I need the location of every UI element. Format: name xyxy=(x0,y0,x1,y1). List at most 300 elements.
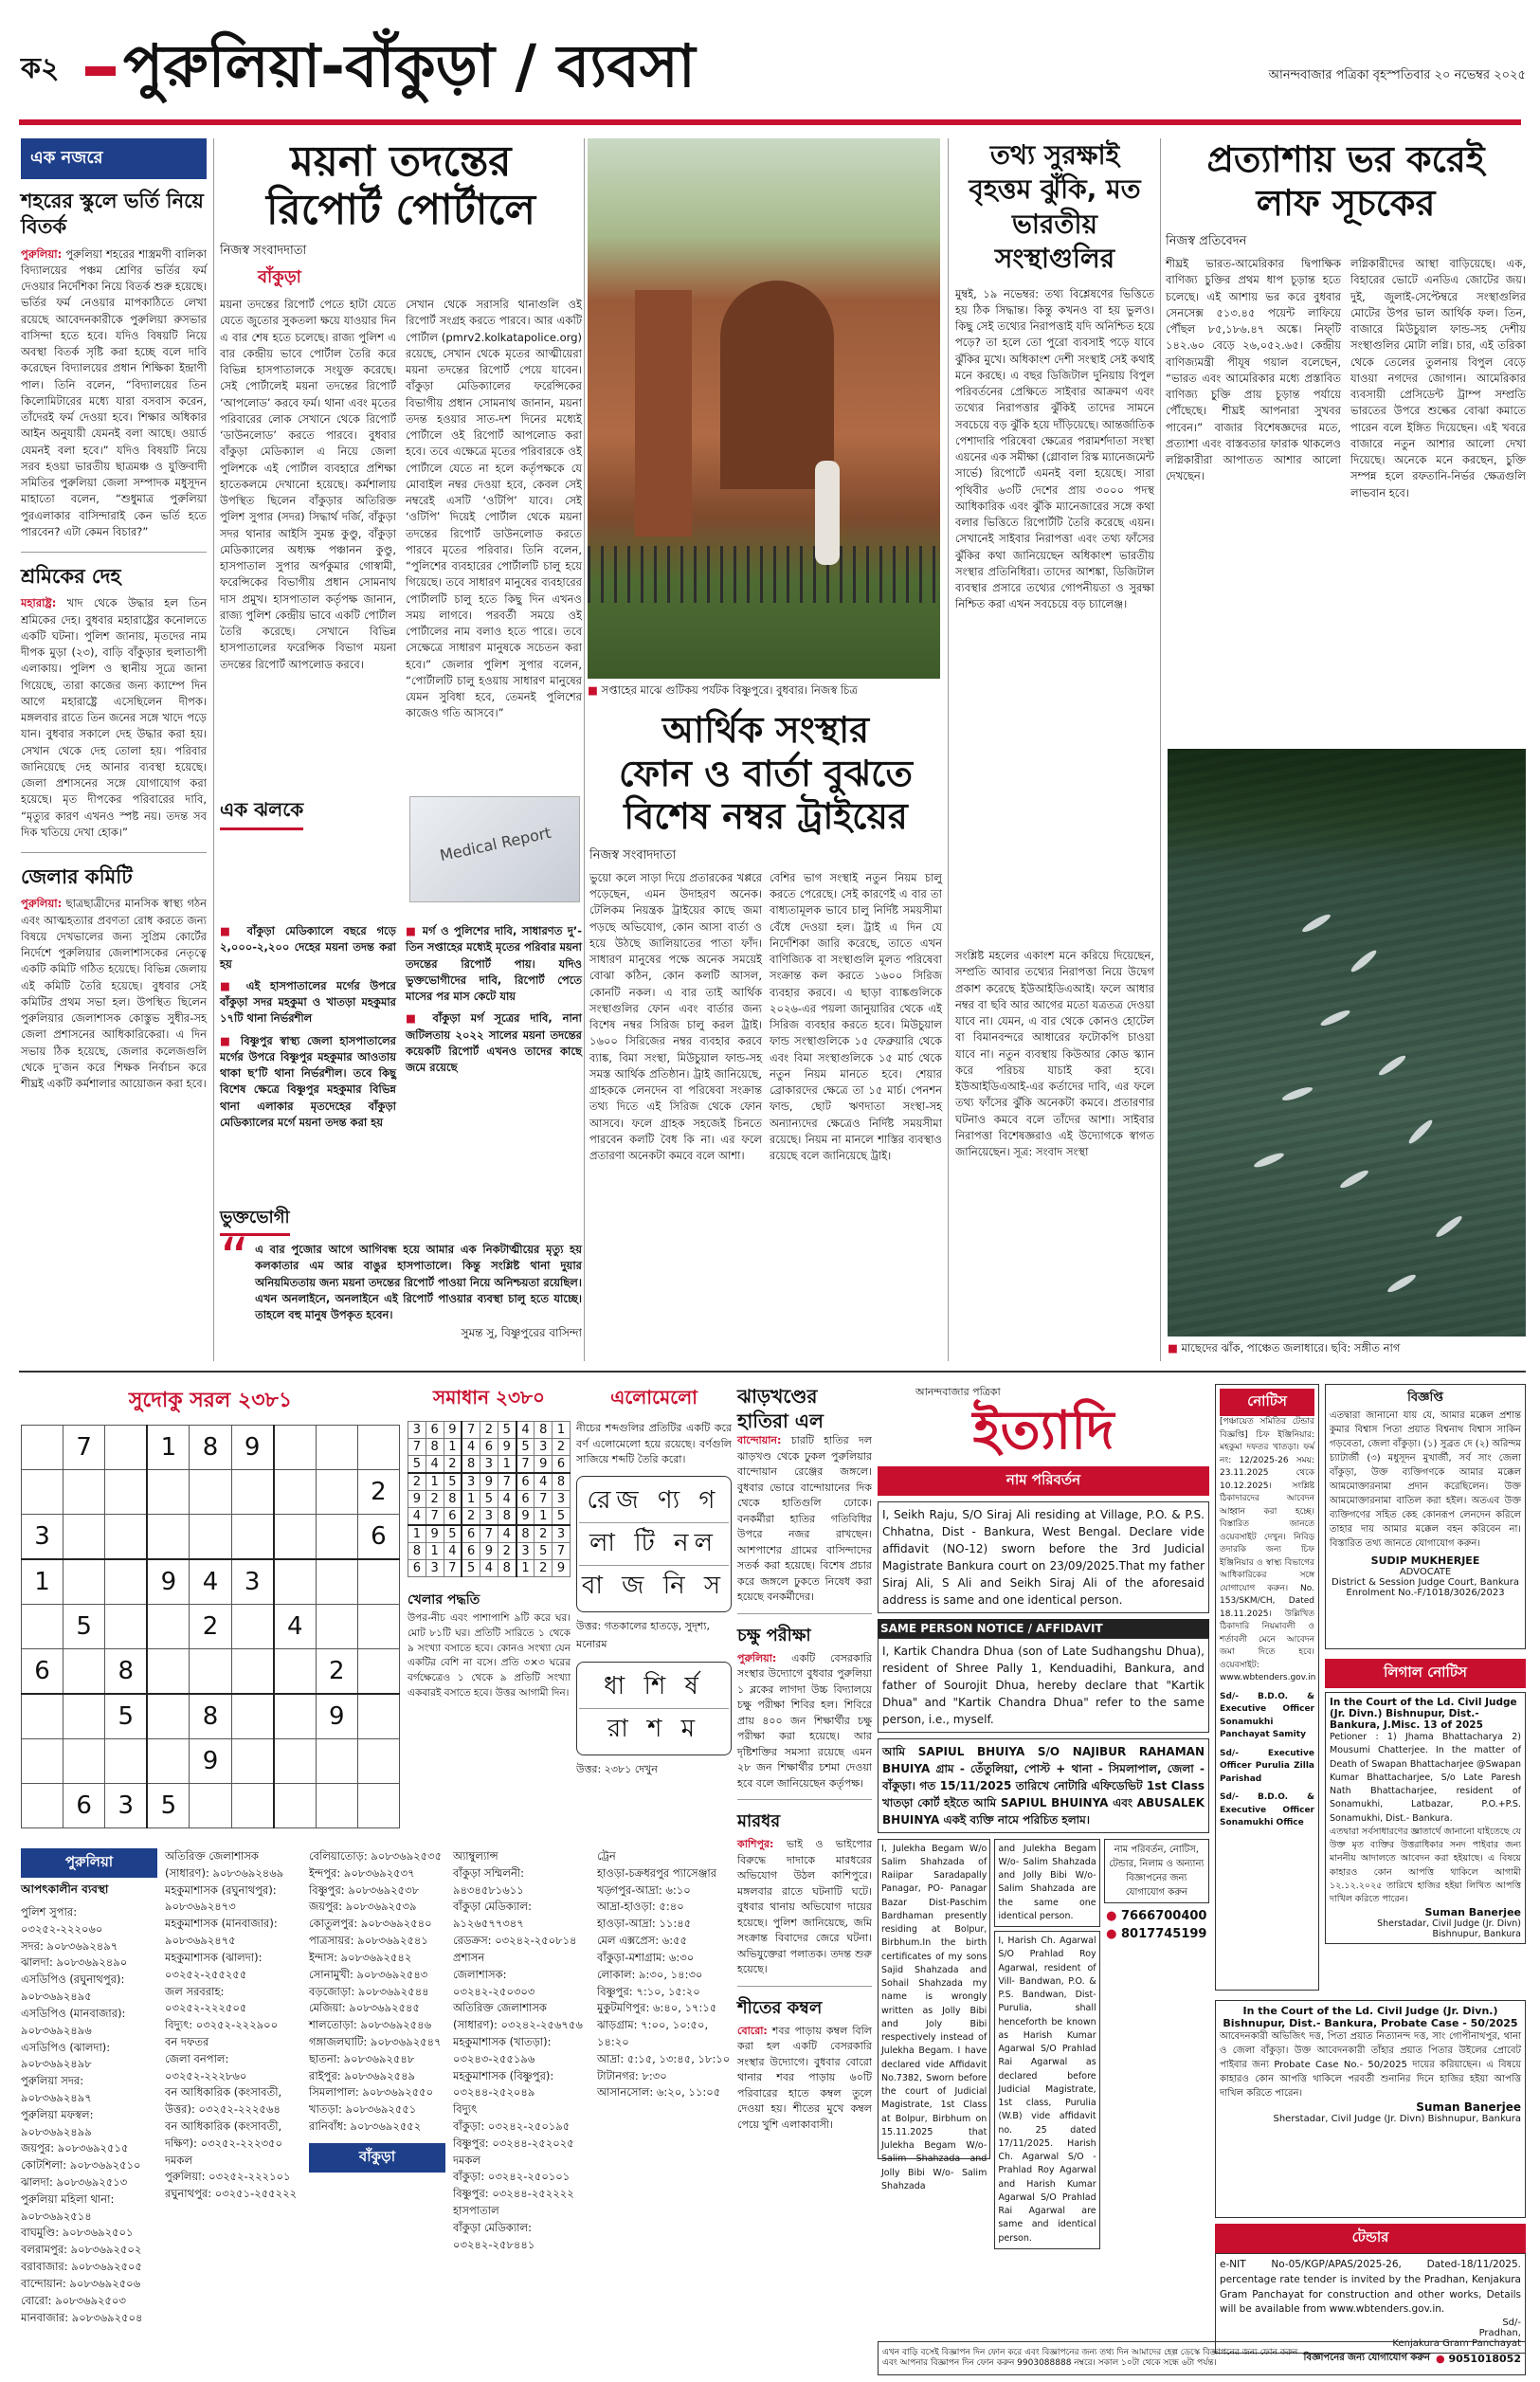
photo2-caption xyxy=(1168,1340,1526,1358)
directory-block xyxy=(21,1848,734,2370)
jharkhand-body: বান্দোয়ান: চারটি হাতির দল ঝাড়খণ্ড থেকে ঢুকল পুরুলিয়ার বান্দোয়ান রেঞ্জের জঙ্গলে। বুধবার ভোরে বান্দোয়ানের দিক থেকে হাতিগুলি ঢোকে। বনকর্মীরা হাতির গতিবিধির উপরে নজর রাখছেন। আশপাশের গ্রামের বাসিন্দাদের সতর্ক করা হয়েছে। বিশেষ প্রচার করে জঙ্গলে ঢুকতে নিষেধ করা হয়েছে বনকর্মীদের। xyxy=(737,1434,872,1603)
directory-entry: খাতড়া: ৯০৮৩৬৯২৫৫১ xyxy=(309,2102,417,2117)
solution-cell: 7 xyxy=(516,1456,534,1474)
sudoku-cell[interactable] xyxy=(316,1605,357,1649)
fish-shape xyxy=(1349,948,1378,974)
fish-shape xyxy=(1300,912,1332,935)
mardhor-title: মারধর xyxy=(737,1811,781,1831)
story-committee-text: ছাত্রছাত্রীদের মানসিক স্বাস্থ্য গঠন এবং আত্মহত্যার প্রবণতা রোধ করতে জন্য বিষয়ে দেখভালের জন্য সুপ্রিম কোর্টের নির্দেশে পুরুলিয়ার জেলাশাসকের নেতৃত্বে একটি কমিটি গঠিত হয়েছে। বিভিন্ন জেলায় এই কমিটি তৈরি হয়েছে। বুধবার সেই কমিটির প্রথম সভা হল। উপস্থিত ছিলেন পুরুলিয়ার জেলাশাসক কোস্তুভ সুধীর-সহ জেলা প্রশাসনের আধিকারিকেরা। এ দিন সভায় ঠিক হয়েছে, জেলার কলেজগুলি থেকে দু’জন করে শিক্ষক নির্বাচন করে শীঘ্রই একটি কর্মশালার আয়োজন করা হবে। xyxy=(21,897,207,1091)
sudoku-row xyxy=(22,1605,400,1649)
directory-entry: জয়পুর: ৯০৮৩৬৯২৫১৫ xyxy=(21,2141,129,2155)
bullet-icon: ■ xyxy=(220,924,247,937)
page-number: ক২ xyxy=(21,52,60,85)
sudoku-cell[interactable]: 2 xyxy=(190,1605,231,1649)
elomelo-answers: হাতড়ে, সুদৃশ্য, মনোরম xyxy=(576,1619,710,1650)
sudoku-cell[interactable] xyxy=(105,1605,148,1649)
sudoku-cell[interactable]: 8 xyxy=(190,1426,231,1470)
sudoku-cell[interactable] xyxy=(231,1694,274,1739)
bullet-icon: ■ xyxy=(406,924,423,937)
sudoku-cell[interactable] xyxy=(316,1470,357,1515)
scramble-word: লা টি নল xyxy=(579,1523,729,1566)
scramble-word: রেজ ণ্য গ xyxy=(579,1481,729,1523)
col-divider xyxy=(584,138,585,1361)
sudoku-cell[interactable] xyxy=(190,1784,231,1828)
fish-shape xyxy=(1406,1118,1435,1146)
sudoku-cell[interactable]: 3 xyxy=(105,1784,148,1828)
notice-sig2: Sd/- Executive Officer Purulia Zilla Parishad xyxy=(1220,1748,1314,1784)
ek-nojore-column xyxy=(21,138,207,1363)
sudoku-row xyxy=(22,1426,400,1470)
sudoku-cell[interactable]: 1 xyxy=(147,1426,190,1470)
sudoku-cell[interactable] xyxy=(231,1649,274,1695)
sudoku-cell[interactable] xyxy=(22,1426,63,1470)
directory-entry: সিমলাপাল: ৯০৮৩৬৯২৫৫০ xyxy=(309,2085,434,2100)
sudoku-cell[interactable] xyxy=(357,1649,399,1695)
ad-julekha-cont: and Julekha Begam W/o- Salim Shahzada and Jolly Bibi W/o- Salim Shahzada are the same one identical person. xyxy=(994,1839,1099,1928)
directory-entry: সদর: ৯০৮৩৬৯২৪৯৭ xyxy=(21,1938,118,1953)
footer-phone[interactable]: ● 9051018052 xyxy=(1436,2352,1521,2365)
caption-arrow-icon: ■ xyxy=(1168,1341,1178,1355)
solution-cell: 1 xyxy=(444,1439,462,1456)
scramble-word: ধা শি র্ষ xyxy=(579,1666,729,1709)
directory-entry: মহকুমাশাসক (বিষ্ণুপুর): ০৩২৪৪-২৫২০৪৯ xyxy=(453,2068,554,2100)
solution-cell: 9 xyxy=(480,1473,498,1491)
sudoku-cell[interactable] xyxy=(22,1470,63,1515)
contact-phone-1[interactable]: ● 7666700400 xyxy=(1106,1908,1207,1923)
masthead-red-rule xyxy=(85,66,116,76)
sudoku-cell[interactable] xyxy=(147,1515,190,1560)
rules-title: খেলার পদ্ধতি xyxy=(408,1592,480,1608)
notice-text: [পঞ্চায়েত সমিতির টেন্ডার বিজ্ঞপ্তি] চিফ ইঞ্জিনিয়ার: মহকুমা দফতর খাতড়া। ফর্ম নং: 12/2025-26 সময়: 23.11.2025 থেকে 10.12.2025। সংশ্লিষ্ট ঠিকাদারদের আবেদন আহ্বান করা হচ্ছে। বিস্তারিত জানতে ওয়েবসাইট দেখুন। নিবিড় তদারকি জন্য চিফ ইঞ্জিনিয়ার ও স্বাস্থ্য বিভাগের আধিকারিকের সঙ্গে যোগাযোগ করুন। No. 153/SKM/CH, Dated 18.11.2025। উল্লিখিত ঠিকাদারি নিয়মাবলী ও শর্তাবলী মেনে আবেদন জমা দিতে হবে। ওয়েবসাইট: www.wbtenders.gov.in xyxy=(1220,1417,1316,1682)
sudoku-cell[interactable] xyxy=(22,1605,63,1649)
directory-entry: বিষ্ণুপুর: ৭:১০, ১৫:২০ xyxy=(597,1984,700,1998)
solution-cell: 1 xyxy=(553,1422,571,1439)
solution-cell: 2 xyxy=(498,1543,516,1560)
photo1-caption-text: সপ্তাহের মাঝে গুটিকয় পর্যটক বিষ্ণুপুরে। বুধবার। নিজস্ব চিত্র xyxy=(601,683,858,697)
solution-cell: 5 xyxy=(534,1543,553,1560)
sudoku-cell[interactable] xyxy=(316,1784,357,1828)
directory-entry: মুকুটমণিপুর: ৬:৪০, ১৭:১৫ xyxy=(597,2001,717,2015)
solution-cell: 9 xyxy=(516,1508,534,1526)
sudoku-cell[interactable]: 4 xyxy=(190,1559,231,1605)
solution-cell: 1 xyxy=(462,1491,480,1508)
sudoku-cell[interactable] xyxy=(147,1649,190,1695)
sudoku-cell[interactable] xyxy=(357,1559,399,1605)
solution-cell: 1 xyxy=(426,1473,444,1491)
solution-row xyxy=(408,1422,571,1439)
sudoku-cell[interactable]: 7 xyxy=(63,1426,105,1470)
story-school-title: শহরের স্কুলে ভর্তি নিয়ে বিতর্ক xyxy=(21,190,204,239)
phone-col2: বেশির ভাগ সংস্থাই নতুন নিয়ম চালু করতে পেরেছে। সেই কারণেই এ বার তা বাধ্যতামূলক ভাবে চালু নির্দিষ্ট সময়সীমা বেঁধে দেওয়া হল। ট্রাই এ দিন যে নির্দেশিকা জারি করেছে, তাতে এখন বাণিজ্যিক বা সংস্থাগুলি মূলত পরিষেবা সংক্রান্ত কল করতে ১৬০০ সিরিজ ব্যবহার করবে। এ ছাড়া ব্যাঙ্কগুলিকে ২০২৬-এর পয়লা জানুয়ারির থেকে এই সিরিজ ব্যবহার করতে হবে। মিউচুয়াল ফান্ড সংস্থাগুলিকে ১৫ ফেব্রুয়ারি থেকে এবং বিমা সংস্থাগুলিকে ১৫ মার্চ থেকে নতুন নিয়ম মানতে হবে। শেয়ার ব্রোকারদের ক্ষেত্রে তা ১৫ মার্চ। পেনশন ফান্ড, ছোট ঋণদাতা সংস্থা-সহ অন্যান্যদের ক্ষেত্রেও নির্দিষ্ট সময়সীমা রয়েছে। নিয়ম না মানলে শাস্তির ব্যবস্থাও রয়েছে বলে জানিয়েছে ট্রাই। xyxy=(770,870,942,1163)
solution-cell: 9 xyxy=(408,1491,426,1508)
directory-entry: বাঘমুণ্ডি: ৯০৮৩৬৯২৫০১ xyxy=(21,2226,134,2240)
ad-seikh-raju: I, Seikh Raju, S/O Siraj Ali residing at Village, P.O. & P.S. Chhatna, Dist - Bankura, West Bengal. Declare vide affidavit (NO-12) sworn before the 3rd Judicial Magistrate Bankura court on 23/09/2025.That my father Siraj Ali, S Ali and Seikh Siraj Ali of the aforesaid address is same and one identical person. xyxy=(878,1501,1209,1613)
ad-sapiul: আমি SAPIUL BHUIYA S/O NAJIBUR RAHAMAN BHUIYA গ্রাম - তেঁতুলিয়া, পোস্ট + থানা - সিমলাপাল, জেলা - বাঁকুড়া। গত 15/11/2025 তারিখে নোটারি এফিডেভিট 1st Class খাতড়া কোর্ট হইতে আমি SAPIUL BHUINYA এবং ABUSALEK BHUINYA একই ব্যক্তি নামে পরিচিত হলাম। xyxy=(878,1738,1209,1833)
main-col2: সেখান থেকে সরাসরি থানাগুলি ওই রিপোর্ট সংগ্রহ করতে পারবে। আর একটি পোর্টাল (pmrv2.kolkatapolice.org) রয়েছে, সেখান থেকে মৃতের আত্মীয়েরা ময়না তদন্তের রিপোর্ট পেয়ে যাবেন। বাঁকুড়া মেডিক্যালের ফরেন্সিকের বিভাগীয় প্রধান সোমনাথ জানান, ময়না তদন্ত হওয়ার সাত-দশ দিনের মধ্যেই পোর্টালে ওই রিপোর্ট আপলোড করা হবে। তবে এক্ষেত্রে মৃতের পরিবারকে ওই পোর্টালে যেতে না হলে কর্তৃপক্ষকে যে মোবাইল নম্বর দেওয়া হবে, কেবল সেই নম্বরেই এসটি ‘ওটিপি’ যাবে। সেই ‘ওটিপি’ দিয়েই পোর্টাল থেকে ময়না তদন্তের রিপোর্ট ডাউনলোড করতে পারবে মৃতের পরিবার। তিনি বলেন, “পুলিশের ব্যবহারের পোর্টালটি চালু হয়ে গিয়েছে। তবে সাধারণ মানুষের ব্যবহারের পোর্টালটি চালু হতে কিছু দিন এখনও সময় লাগবে। পরবর্তী সময়ে ওই পোর্টালের নাম বলাও হতে পারে। তবে সেক্ষেত্রে সাধারণ মানুষকে সচেতন করা হবে।” জেলার পুলিশ সুপার বলেন, “পোর্টালটি চালু হওয়ায় সাধারণ মানুষের যেমন সুবিধা হবে, তেমনই পুলিশের কাজেও গতি আসবে।” xyxy=(406,298,582,720)
solution-cell: 1 xyxy=(534,1508,553,1526)
directory-entry: খড়্গপুর-আদ্রা: ৬:১০ xyxy=(597,1882,691,1897)
solution-cell: 1 xyxy=(408,1525,426,1543)
paper-date: আনন্দবাজার পত্রিকা বৃহস্পতিবার ২০ নভেম্বর ২০২৫ xyxy=(1268,68,1526,82)
bullet-icon: ■ xyxy=(220,978,246,992)
directory-entry: বড়জোড়া: ৯০৮৩৬৯২৫৪৪ xyxy=(309,1984,429,1998)
solution-row xyxy=(408,1560,571,1577)
solution-cell: 8 xyxy=(462,1456,480,1474)
tender-sign: Pradhan, xyxy=(1478,2328,1521,2338)
solution-title: সমাধান ২৩৮০ xyxy=(432,1386,546,1409)
solution-cell: 8 xyxy=(444,1491,462,1508)
directory-entry: বিষ্ণুপুর: ৯০৮৩৬৯২৫৩৮ xyxy=(309,1882,420,1897)
sudoku-cell[interactable]: 5 xyxy=(63,1605,105,1649)
jhalke-bullet: ■ বাঁকুড়া মেডিক্যালে বছরে গড়ে ২,০০০-২,২০০ দেহের ময়না তদন্ত করা হয় xyxy=(220,924,397,971)
solution-cell: 2 xyxy=(534,1525,553,1543)
sheet-body: বোরো: শবর পাড়ায় কম্বল বিলি করা হল একটি বেসরকারি সংস্থার উদ্যোগে। বুধবার বোরো থানার শবর পাড়ায় ৬০টি পরিবারের হাতে কম্বল তুলে দেওয়া হয়। শীতের মুখে কম্বল পেয়ে খুশি এলাকাবাসী। xyxy=(737,2024,872,2131)
fish-shape xyxy=(1434,1213,1464,1239)
sudoku-cell[interactable] xyxy=(105,1515,148,1560)
solution-cell: 2 xyxy=(534,1560,553,1577)
sheet-title: শীতের কম্বল xyxy=(737,1997,823,2018)
ek-nojore-label: এক নজরে xyxy=(21,138,207,179)
sudoku-cell[interactable] xyxy=(147,1470,190,1515)
name-change-label: নাম পরিবর্তন xyxy=(878,1466,1209,1496)
sudoku-cell[interactable] xyxy=(274,1649,317,1695)
directory-entry: মানবাজার: ৯০৮৩৬৯২৫০৪ xyxy=(21,2310,143,2324)
phone-byline: নিজস্ব সংবাদদাতা xyxy=(589,847,677,863)
solution-block xyxy=(408,1384,571,1848)
sudoku-cell[interactable]: 9 xyxy=(316,1694,357,1739)
main-headline-line2: রিপোর্ট পোর্টালে xyxy=(265,185,536,234)
jhalke-bullet: ■ বিষ্ণুপুর স্বাস্থ্য জেলা হাসপাতালের মর্গের উপরে বিষ্ণুপুর মহকুমার আওতায় থাকা ছ’টি থানা নির্ভরশীল। তবে কিছু বিশেষ ক্ষেত্রে বিষ্ণুপুর মহকুমার বিভিন্ন থানা এলাকার মৃতদেহের বাঁকুড়া মেডিক্যালের মর্গে ময়না তদন্ত করা হয় xyxy=(220,1033,396,1129)
sudoku-cell[interactable] xyxy=(63,1470,105,1515)
solution-cell: 4 xyxy=(498,1525,516,1543)
directory-entry: মহকুমাশাসক (রঘুনাথপুর): ৯০৮৩৬৯২৪৭৩ xyxy=(165,1882,277,1914)
sudoku-cell[interactable] xyxy=(316,1426,357,1470)
solution-cell: 6 xyxy=(516,1491,534,1508)
same-person-label: SAME PERSON NOTICE / AFFIDAVIT xyxy=(878,1619,1209,1638)
sudoku-cell[interactable]: 1 xyxy=(22,1559,63,1605)
notice-label: নোটিস xyxy=(1220,1389,1314,1416)
directory-entry: বিষ্ণুপুর: ০৩২৪৪-২৫২০২৫ xyxy=(453,2136,574,2150)
directory-entry: বিদ্যুৎ: ০৩২৫২-২২২৯০০ xyxy=(165,2018,279,2032)
sudoku-row xyxy=(22,1559,400,1605)
solution-cell: 4 xyxy=(408,1508,426,1526)
temple-arch xyxy=(720,281,834,489)
sudoku-cell[interactable] xyxy=(274,1694,317,1739)
sudoku-cell[interactable]: 6 xyxy=(357,1515,399,1560)
sudoku-cell[interactable] xyxy=(316,1559,357,1605)
directory-entry: হাওড়া-চক্রধরপুর প্যাসেঞ্জার xyxy=(597,1865,717,1880)
ad-footer xyxy=(878,2341,1526,2375)
section-title: পুরুলিয়া-বাঁকুড়া / ব্যবসা xyxy=(123,31,696,100)
tender-text: e-NIT No-05/KGP/APAS/2025-26, Dated-18/11/2025. percentage rate tender is invited by the Pradhan, Kenjakura Gram Panchayat for construction and other works, Details will be available from www.wbtenders.gov.in. xyxy=(1220,2259,1521,2316)
solution-cell: 9 xyxy=(480,1543,498,1560)
phone-icon: ● xyxy=(1436,2352,1445,2365)
solution-cell: 5 xyxy=(498,1422,516,1439)
sudoku-block xyxy=(21,1384,400,1848)
sudoku-cell[interactable] xyxy=(357,1426,399,1470)
sudoku-cell[interactable]: 6 xyxy=(22,1649,63,1695)
solution-cell: 6 xyxy=(408,1560,426,1577)
sudoku-cell[interactable]: 6 xyxy=(63,1784,105,1828)
sudoku-cell[interactable] xyxy=(274,1739,317,1784)
sudoku-row xyxy=(22,1515,400,1560)
directory-entry: রঘুনাথপুর: ০৩২৫১-২৫৫২২২ xyxy=(165,2187,298,2201)
sudoku-cell[interactable]: 8 xyxy=(105,1649,148,1695)
sudoku-cell[interactable]: 9 xyxy=(147,1559,190,1605)
phone-col1: ভুয়ো কলে সাড়া দিয়ে প্রতারকের খপ্পরে পড়েছেন, এমন উদাহরণ অনেক। টেলিকম নিয়ন্ত্রক ট্রাইয়ের কাছে জমা পড়ছে অভিযোগ, কোন আসা বার্তা ও হয়ে উঠছে জালিয়াতের পাতা ফাঁদ। সাধারণ মানুষের পক্ষে অনেক সময়েই বোঝা কঠিন, কোন কলটি আসল, কোনটি নকল। এ বার তাই আর্থিক সংস্থাগুলির ফোন এবং বার্তার জন্য বিশেষ নম্বর সিরিজ চালু করল ট্রাই। ১৬০০ সিরিজের নম্বর ব্যবহার করবে ব্যাঙ্ক, বিমা সংস্থা, মিউচুয়াল ফান্ড-সহ সমস্ত আর্থিক প্রতিষ্ঠান। ট্রাই জানিয়েছে, গ্রাহককে লেনদেন বা পরিষেবা সংক্রান্ত তথ্য দিতে এই সিরিজ থেকে ফোন আসবে। ফলে গ্রাহক সহজেই চিনতে পারবেন কলটি বৈধ কি না। এর ফলে প্রতারণা অনেকটা কমবে বলে আশা। xyxy=(589,870,762,1163)
sudoku-cell[interactable] xyxy=(357,1605,399,1649)
solution-cell: 4 xyxy=(426,1456,444,1474)
photo1-caption xyxy=(588,682,940,700)
directory-entry: অ্যাম্বুল্যান্স xyxy=(453,1849,498,1863)
solution-cell: 5 xyxy=(444,1473,462,1491)
lafs-byline: নিজস্ব প্রতিবেদন xyxy=(1166,234,1247,249)
sudoku-cell[interactable] xyxy=(274,1515,317,1560)
case1-sign: Suman Banerjee xyxy=(1424,1906,1521,1919)
bankura-label: বাঁকুড়া xyxy=(309,2143,445,2173)
solution-cell: 6 xyxy=(553,1456,571,1474)
directory-entry: এসডিপিও (রঘুনাথপুর): ৯০৮৩৬৯২৪৯৫ xyxy=(21,1973,125,2004)
bigyapti-text: এতদ্বারা জানানো যায় যে, আমার মক্কেল প্রশান্ত কুমার বিশ্বাস পিতা প্রয়াত বিশ্বনাথ বিশ্বাস সাকিন গড়বেতা, জেলা বাঁকুড়া। (১) সুব্রত দে (২) অরিন্দম চ্যাটার্জী (৩) মধুসূদন মুখার্জী, সর্ব সাং জেলা বাঁকুড়া, উক্ত ব্যক্তিগণকে আমার মক্কেল আমমোক্তারনামা প্রদান করেছিলেন। উক্ত আমমোক্তারনামা বাতিল করা হইল। অতএব উক্ত ব্যক্তিগণের সহিত কেহ কোনরূপ লেনদেন করিলে তাহার দায় আমার মক্কেল বহন করিবেন না। বিস্তারিত তথ্য জানতে যোগাযোগ করুন। xyxy=(1330,1410,1521,1549)
solution-cell: 4 xyxy=(480,1560,498,1577)
sudoku-cell[interactable] xyxy=(63,1649,105,1695)
sudoku-cell[interactable] xyxy=(357,1739,399,1784)
masthead xyxy=(0,0,1540,112)
fish-shape xyxy=(1281,1084,1314,1102)
directory-entry: মহকুমাশাসক (ঝালদা): ০৩২৫২-২৫৫২৫৫ xyxy=(165,1950,263,1981)
sudoku-cell[interactable]: 2 xyxy=(316,1649,357,1695)
story-school-text: পুরুলিয়া শহরের শাস্ত্রমণী বালিকা বিদ্যালয়ের পঞ্চম শ্রেণির ভর্তির ফর্ম দেওয়ার নির্দেশিকা নিয়ে বিতর্ক শুরু হয়েছে। ভর্তির ফর্ম নেওয়ার মাপকাঠিতে লেখা রয়েছে আবেদনকারীকে পুরুলিয়া রুসভার বাসিন্দা হতে হবে। যদিও বিষয়টি নিয়ে অবস্থা বিতর্ক সৃষ্টি করা হচ্ছে বলে দাবি করেছেন বিদ্যালয়ের প্রধান শিক্ষিকা ইন্দ্রাণী পাল। তিনি বলেন, “বিদ্যালয়ের তিন কিলোমিটারের মধ্যে যারা বসবাস করেন, তাঁদেরই ফর্ম দেওয়া হবে। শিক্ষার অধিকার আইন অনুযায়ী যেমনই বলা আছে। ওয়ার্ড যেমনই বলা হবে।” যদিও বিষয়টি নিয়ে সরব হওয়া ভারতীয় ছাত্রমঞ্চ ও যুক্তিবাদী সমিতির পুরুলিয়া জেলা সম্পাদক মধুসূদন মাহাতো বলেন, “শুধুমাত্র পুরুলিয়া পুরএলাকার বাসিন্দারাই কেন ভর্তি হতে পারবেন? এটা কেমন বিচার?” xyxy=(21,246,207,538)
solution-cell: 5 xyxy=(408,1456,426,1474)
sudoku-cell[interactable]: 9 xyxy=(231,1426,274,1470)
sudoku-cell[interactable] xyxy=(147,1694,190,1739)
sudoku-cell[interactable]: 5 xyxy=(105,1694,148,1739)
directory-col5 xyxy=(597,1848,734,2370)
bhuktobhogi-attribution: সুমন্ত সু, বিষ্ণুপুরের বাসিন্দা xyxy=(461,1326,582,1340)
directory-entry: পুলিশ সুপার: ০৩২৫২-২২২০৬০ xyxy=(21,1905,103,1936)
directory-entry: ইন্দাস: ৯০৮৩৬৯২৫৪২ xyxy=(309,1950,412,1964)
directory-entry: বোরো: ৯০৮৩৬৯২৫০৩ xyxy=(21,2293,126,2307)
sudoku-cell[interactable] xyxy=(231,1605,274,1649)
sudoku-cell[interactable] xyxy=(316,1739,357,1784)
sudoku-cell[interactable] xyxy=(105,1426,148,1470)
sudoku-cell[interactable] xyxy=(231,1784,274,1828)
sudoku-cell[interactable] xyxy=(274,1784,317,1828)
ityadi-brand-top: আনন্দবাজার পত্রিকা xyxy=(915,1386,1001,1398)
phone-col3: সংশ্লিষ্ট মহলের একাংশ মনে করিয়ে দিয়েছেন, সম্প্রতি আবার তথ্যের নিরাপত্তা নিয়ে উদ্বেগ প্রকাশ করেছে ইউআইডিএআই। ফলে আধার নম্বর বা ছবি আর আগের মতো যত্রতত্র দেওয়া যাবে না। যেমন, এ বার থেকে কোনও হোটেল বা বিমানবন্দরে আধারের ফটোকপি চাওয়া যাবে না। নতুন ব্যবস্থায় কিউআর কোড স্ক্যান করে পরিচয় যাচাই করা হবে। ইউআইডিএআই-এর কর্তাদের দাবি, এর ফলে তথ্য ফাঁসের ঝুঁকি অনেকটা কমবে। প্রতারণার ঘটনাও কমবে বলে তাঁদের আশা। সাইবার নিরাপত্তা বিশেষজ্ঞরাও এই উদ্যোগকে স্বাগত জানিয়েছেন। সূত্র: সংবাদ সংস্থা xyxy=(955,949,1154,1158)
directory-entry: রাইপুর: ৯০৮৩৬৯২৫৪৯ xyxy=(309,2068,415,2082)
contact-heading: নাম পরিবর্তন, নোটিস, টেন্ডার, নিলাম ও অন্যান্য বিজ্ঞাপনের জন্য যোগাযোগ করুন xyxy=(1104,1839,1209,1903)
story-worker-title: শ্রমিকের দেহ xyxy=(21,565,121,589)
sudoku-cell[interactable] xyxy=(274,1559,317,1605)
directory-entry: টাটানগর: ৮:৩০ xyxy=(597,2068,667,2082)
sudoku-cell[interactable] xyxy=(231,1470,274,1515)
directory-entry: বরাবাজার: ৯০৮৩৬৯২৫০৫ xyxy=(21,2260,142,2274)
solution-grid xyxy=(408,1421,571,1577)
directory-entry: বান্দোয়ান: ৯০৮৩৬৯২৫০৬ xyxy=(21,2276,141,2290)
phone-story xyxy=(589,709,942,1363)
directory-entry: গঙ্গাজলঘাটি: ৯০৮৩৬৯২৫৪৭ xyxy=(309,2034,442,2048)
solution-cell: 7 xyxy=(498,1473,516,1491)
case2-sign-title: Sherstadar, Civil Judge (Jr. Divn) Bishnupur, Bankura xyxy=(1273,2114,1521,2124)
sudoku-cell[interactable] xyxy=(190,1470,231,1515)
solution-cell: 8 xyxy=(408,1543,426,1560)
solution-cell: 6 xyxy=(480,1439,498,1456)
directory-entry: আসানসোল: ৬:২০, ১১:০৫ xyxy=(597,2085,721,2100)
solution-cell: 6 xyxy=(444,1508,462,1526)
directory-entry: বিষ্ণুপুর: ০৩২৪৪-২৫২২২২ xyxy=(453,2187,574,2201)
elomelo-block xyxy=(576,1384,732,1848)
tender-box xyxy=(1215,2224,1526,2349)
solution-cell: 8 xyxy=(553,1473,571,1491)
solution-cell: 2 xyxy=(408,1473,426,1491)
directory-entry: ঝালদা: ৯০৮৩৬৯২৫১৩ xyxy=(21,2175,128,2189)
story-worker-text: খাদ থেকে উদ্ধার হল তিন শ্রমিকের দেহ। বুধবার মহারাষ্ট্রের কনোলতে একটি ঘটনা। পুলিশ জানায়, মৃতদের নাম দীপক মুড়া (২৩), বাড়ি বাঁকুড়ার হুলাতাপী এলাকায়। পুলিশ ও স্থানীয় সূত্রে জানা গিয়েছে, তারা কাজের জন্য ক্যাম্পে দিন আগে মহারাষ্ট্রে এসেছিলেন দীপক। মঙ্গলবার রাতে তিন জনের সঙ্গে খাদে পড়ে যান। বুধবার সকালে দেহ উদ্ধার করা হয়। সেখান থেকে দেহ তোলা হয়। পরিবার জানিয়েছে দেহ আনার ব্যবস্থা হয়েছে। জেলা প্রশাসনের সঙ্গে যোগাযোগ করা হয়েছে। মৃত দীপকের পরিবারের দাবি, “মৃত্যুর কারণ এখনও স্পষ্ট নয়। তদন্ত সব দিক খতিয়ে দেখা হোক।” xyxy=(21,596,207,839)
sudoku-cell[interactable]: 3 xyxy=(231,1559,274,1605)
directory-entry: বাঁকুড়া: ০৩২৪২-২৫০১৯৫ xyxy=(453,2119,571,2133)
sudoku-cell[interactable] xyxy=(231,1739,274,1784)
sudoku-cell[interactable] xyxy=(105,1739,148,1784)
bigyapti-court: District & Session Judge Court, Bankura xyxy=(1332,1577,1519,1588)
bigyapti-enrol: Enrolment No.-F/1018/3026/2023 xyxy=(1346,1588,1505,1598)
bigyapti-label: বিজ্ঞপ্তি xyxy=(1407,1391,1443,1405)
legal-notice-label: লিগাল নোটিস xyxy=(1325,1659,1526,1688)
directory-entry: কোতুলপুর: ৯০৮৩৬৯২৫৪০ xyxy=(309,1917,432,1931)
solution-cell: 8 xyxy=(516,1525,534,1543)
elomelo-title: এলোমেলো xyxy=(610,1386,698,1409)
solution-cell: 3 xyxy=(553,1525,571,1543)
sudoku-cell[interactable] xyxy=(190,1649,231,1695)
contact-phone-2[interactable]: ● 8017745199 xyxy=(1106,1926,1207,1941)
sudoku-cell[interactable] xyxy=(105,1559,148,1605)
sudoku-cell[interactable] xyxy=(63,1559,105,1605)
sudoku-cell[interactable] xyxy=(22,1739,63,1784)
solution-cell: 6 xyxy=(462,1543,480,1560)
sudoku-cell[interactable] xyxy=(231,1515,274,1560)
sudoku-cell[interactable] xyxy=(190,1515,231,1560)
directory-entry: বাঁকুড়া মেডিক্যাল: ৯১২৬৫৭৭৩৪৭ xyxy=(453,1900,532,1931)
tender-sd: Sd/- xyxy=(1502,2318,1521,2328)
solution-cell: 2 xyxy=(462,1508,480,1526)
sudoku-cell[interactable] xyxy=(63,1694,105,1739)
contact-box xyxy=(1104,1839,1209,2249)
sudoku-cell[interactable]: 9 xyxy=(190,1739,231,1784)
sudoku-cell[interactable] xyxy=(63,1739,105,1784)
bigyapti-signer: SUDIP MUKHERJEE xyxy=(1370,1555,1480,1567)
solution-cell: 7 xyxy=(553,1543,571,1560)
fish-shape xyxy=(1319,1008,1351,1028)
directory-entry: বন আধিকারিক (কংসাবতী, উত্তর): ০৩২৫২-২২২৫৬৪ xyxy=(165,2085,282,2117)
ad-harish: I, Harish Ch. Agarwal S/O Prahlad Roy Agarwal, resident of Vill- Bandwan, P.O. & P.S. Bandwan, Dist- Purulia, shall henceforth be known as Harish Kumar Agarwal S/O Prahlad Rai Agarwal as declared before Judicial Magistrate, 1st class, Purulia (W.B) vide affidavit no. 25 dated 17/11/2025. Harish Ch. Agarwal S/O - Prahlad Roy Agarwal and Harish Kumar Agarwal S/O Prahlad Rai Agarwal are same and identical person. xyxy=(994,1931,1099,2249)
sudoku-cell[interactable]: 3 xyxy=(22,1515,63,1560)
directory-entry: আদ্রা-হাওড়া: ৫:৪০ xyxy=(597,1900,684,1914)
sudoku-cell[interactable]: 5 xyxy=(147,1784,190,1828)
solution-row xyxy=(408,1491,571,1508)
solution-cell: 3 xyxy=(462,1473,480,1491)
col-divider xyxy=(213,138,214,1361)
medical-report-text: Medical Report xyxy=(438,823,553,865)
sudoku-cell[interactable] xyxy=(22,1694,63,1739)
sudoku-cell[interactable] xyxy=(274,1426,317,1470)
sudoku-cell[interactable]: 8 xyxy=(190,1694,231,1739)
scramble-word: বা জ নি স xyxy=(581,1571,727,1600)
solution-cell: 7 xyxy=(408,1439,426,1456)
solution-cell: 3 xyxy=(534,1439,553,1456)
sudoku-cell[interactable] xyxy=(105,1470,148,1515)
solution-cell: 9 xyxy=(553,1560,571,1577)
solution-cell: 7 xyxy=(534,1491,553,1508)
solution-row xyxy=(408,1508,571,1526)
solution-cell: 3 xyxy=(408,1422,426,1439)
directory-entry: জয়পুর: ৯০৮৩৬৯২৫৩৯ xyxy=(309,1900,417,1914)
directory-col1 xyxy=(21,1904,157,2326)
main-story xyxy=(220,138,582,783)
directory-entry: বন আধিকারিক (কংসাবতী, দক্ষিণ): ০৩২৫২-২২২৩৫০ xyxy=(165,2119,282,2150)
directory-entry: বন দফতর xyxy=(165,2034,209,2048)
elomelo-intro: নীচের শব্দগুলির প্রতিটির একটি করে বর্ণ এলোমেলো হয়ে রয়েছে। বর্ণগুলি সাজিয়ে শব্দটি তৈরি করো। xyxy=(576,1422,732,1465)
sudoku-cell[interactable] xyxy=(274,1470,317,1515)
ityadi-block xyxy=(878,1384,1209,2370)
bullet-icon: ■ xyxy=(406,1011,433,1026)
solution-cell: 7 xyxy=(462,1422,480,1439)
sudoku-cell[interactable]: 2 xyxy=(357,1470,399,1515)
sudoku-cell[interactable] xyxy=(22,1784,63,1828)
directory-entry: দমকল xyxy=(165,2153,193,2167)
solution-cell: 5 xyxy=(462,1560,480,1577)
data-story-text: মুম্বই, ১৯ নভেম্বর: তথ্য বিশ্লেষণের ভিত্তিতে হয় ঠিক সিদ্ধান্ত। কিন্তু কখনও বা হয় ভুলও। কিছু সেই তথ্যের নিরাপত্তাই যদি অনিশ্চিত হয়ে পড়ে? তা হলে তো পুরো ব্যবসাই পড়ে যাবে ঝুঁকির মুখে। অধিকাংশ দেশী সংস্থাই সেই কথাই মনে করছে। এ বছর ডিজিটাল দুনিয়ায় বিপুল পরিবর্তনের প্রেক্ষিতে সাইবার আক্রমণ এবং তথ্যের নিরাপত্তার ঝুঁকিই তাদের সামনে সবচেয়ে বড় ঝুঁকি হয়ে দাঁড়িয়েছে। আন্তর্জাতিক পেশাদারি পরিষেবা ক্ষেত্রের পরামর্শদাতা সংস্থা এয়নের এক সমীক্ষা (গ্লোবাল রিস্ক ম্যানেজমেন্ট সার্ভে) রিপোর্টে এমনই বলা হয়েছে। সারা পৃথিবীর ৬৩টি দেশের প্রায় ৩০০০ পদস্থ আধিকারিক এবং ঝুঁকি ম্যানেজারের সঙ্গে কথা বলার ভিত্তিতে রিপোর্টটি তৈরি করেছে এয়ন। সেখানেই সাইবার নিরাপত্তা এবং তথ্য ফাঁসের ঝুঁকির কথা জানিয়েছেন অধিকাংশ ভারতীয় সংস্থার প্রতিনিধিরা। তাদের আশঙ্কা, ডিজিটাল ব্যবস্থার প্রসারে তথ্যের গোপনীয়তা ও সুরক্ষা নিশ্চিত করা এখন সবচেয়ে বড় চ্যালেঞ্জ। xyxy=(955,286,1154,611)
solution-cell: 2 xyxy=(553,1439,571,1456)
solution-cell: 4 xyxy=(498,1491,516,1508)
sudoku-cell[interactable] xyxy=(147,1739,190,1784)
directory-entry: দমকল xyxy=(453,2153,481,2167)
solution-row xyxy=(408,1456,571,1474)
directory-entry: বাঁকুড়া সম্মিলনী: ৯৪৩৪৫৮১৬১১ xyxy=(453,1865,525,1897)
lafs-col1: শীঘ্রই ভারত-আমেরিকার দ্বিপাক্ষিক বাণিজ্য চুক্তির প্রথম ধাপ চূড়ান্ত হতে চলেছে। এই আশায় ভর করে বুধবার সেনসেক্স ৫১৩.৪৫ পয়েন্ট লাফিয়ে পৌঁছল ৮৫,১৮৬.৪৭ অঙ্কে। নিফ্‌টি ১৪২.৬০ বেড়ে ২৬,০৫২.৬৫। কেন্দ্রীয় বাণিজ্যমন্ত্রী পীযূষ গয়াল বলেছেন, “ভারত এবং আমেরিকার মধ্যে প্রস্তাবিত বাণিজ্য চুক্তি প্রায় চূড়ান্ত পর্যায়ে পৌঁছেছে। শীঘ্রই আপনারা সুখবর পাবেন।” বাজার বিশেষজ্ঞদের মতে, প্রত্যাশা এবং বাস্তবতার ফারাক থাকলেও লগ্নিকারীরা আপাতত আশার আলো দেখছেন। xyxy=(1166,257,1341,483)
directory-col3 xyxy=(309,1848,445,2136)
scramble-box xyxy=(576,1476,732,1612)
directory-entry: মেজিয়া: ৯০৮৩৬৯২৫৪৫ xyxy=(309,2001,420,2015)
main-dateline: বাঁকুড়া xyxy=(258,267,301,288)
solution-row xyxy=(408,1543,571,1560)
story-worker-body xyxy=(21,595,207,841)
lafs-headline-line1: প্রত্যাশায় ভর করেই xyxy=(1206,138,1485,180)
directory-entry: হাসপাতাল xyxy=(453,2204,499,2218)
ad-julekha: I, Julekha Begam W/o Salim Shahzada of Raiipar Saradapally Panagar, PO- Panagar Bazar Dist-Paschim Bardhaman presently residing at Bolpur, Birbhum.In the birth certificates of my sons Sajid Shahzada and Sohail Shahzada my name is wrongly written as Jolly Bibi and Joly Bibi respectively instead of Julekha Begam. I have declared vide Affidavit No.7382, Sworn before the court of Judicial Magistrate, 1st Class at Bolpur, Birbhum on 15.11.2025 that Julekha Begam W/o- Salim Shahzada and Jolly Bibi W/o- Salim Shahzada xyxy=(878,1839,990,2159)
sudoku-cell[interactable]: 4 xyxy=(274,1605,317,1649)
sudoku-cell[interactable] xyxy=(316,1515,357,1560)
directory-entry: সোনামুখী: ৯০৮৩৬৯২৫৪৩ xyxy=(309,1967,428,1981)
directory-entry: পুরুলিয়া সদর: ৯০৮৩৬৯২৪৯৭ xyxy=(21,2074,92,2104)
sudoku-cell[interactable] xyxy=(357,1694,399,1739)
solution-cell: 3 xyxy=(553,1491,571,1508)
solution-cell: 9 xyxy=(444,1422,462,1439)
solution-cell: 4 xyxy=(462,1439,480,1456)
solution-cell: 3 xyxy=(426,1560,444,1577)
sudoku-cell[interactable] xyxy=(147,1605,190,1649)
solution-cell: 9 xyxy=(426,1525,444,1543)
directory-entry: বিদ্যুৎ xyxy=(453,2102,478,2117)
bigyapti-box xyxy=(1325,1384,1526,1649)
directory-entry: মহকুমাশাসক (মানবাজার): ৯০৮৩৬৯২৪৭৫ xyxy=(165,1917,278,1948)
solution-cell: 1 xyxy=(426,1543,444,1560)
sudoku-cell[interactable] xyxy=(357,1784,399,1828)
solution-cell: 3 xyxy=(516,1543,534,1560)
case2-court: In the Court of the Ld. Civil Judge (Jr. Divn.) Bishnupur, Dist.- Bankura, Probate Case - 50/2025 xyxy=(1223,2005,1518,2029)
tourist-figure xyxy=(815,461,840,565)
solution-cell: 6 xyxy=(462,1525,480,1543)
sudoku-cell[interactable] xyxy=(63,1515,105,1560)
phone-headline-1: আর্থিক সংস্থার xyxy=(661,709,870,751)
